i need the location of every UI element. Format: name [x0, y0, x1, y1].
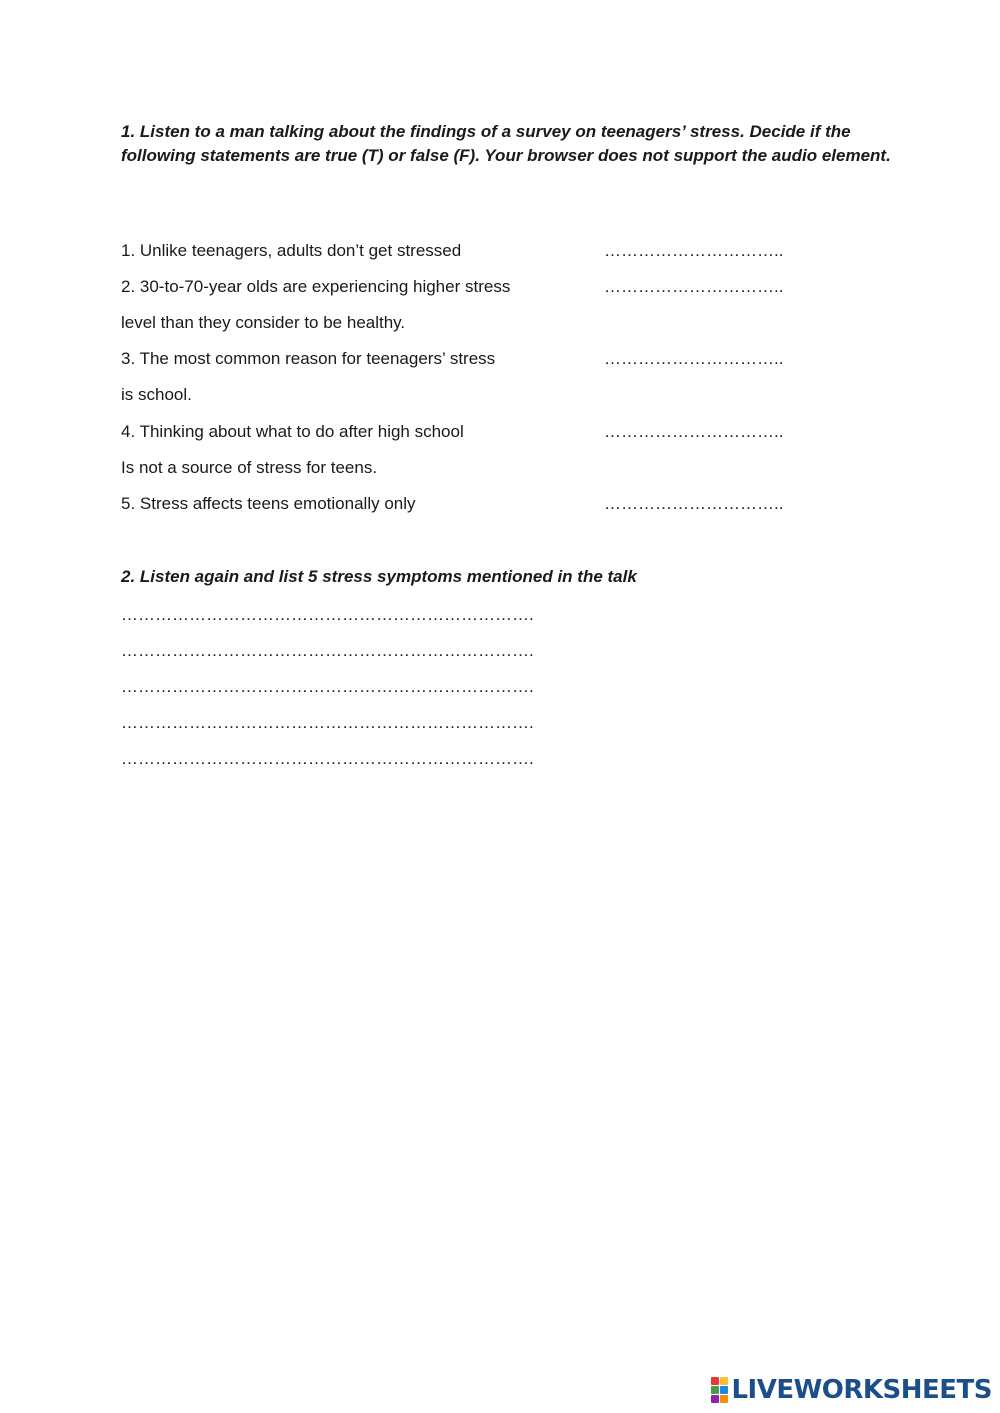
liveworksheets-logo-icon	[711, 1377, 728, 1403]
statement-3-line-1: 3. The most common reason for teenagers’ stress	[121, 349, 496, 368]
question-1-instruction: 1. Listen to a man talking about the findings of a survey on teenagers’ stress. Decide if the following statements are true (T) or false (F). Your browser does not support the audio element.	[121, 122, 891, 165]
liveworksheets-logo	[711, 1375, 992, 1405]
logo-block	[720, 1395, 728, 1403]
symptom-answer-line-4[interactable]: ……………………………………………………………….	[121, 713, 534, 732]
logo-block	[711, 1377, 719, 1385]
symptom-answer-line-2[interactable]: ……………………………………………………………….	[121, 641, 534, 660]
statement-3-answer-field[interactable]: …………………………..	[604, 349, 784, 368]
statement-5-answer-field[interactable]: …………………………..	[604, 494, 784, 513]
statement-1-line-1: 1. Unlike teenagers, adults don’t get stressed	[121, 241, 462, 260]
statement-5-line-1: 5. Stress affects teens emotionally only	[121, 494, 416, 513]
statement-2-answer-field[interactable]: …………………………..	[604, 277, 784, 296]
statement-2-line-1: 2. 30-to-70-year olds are experiencing higher stress	[121, 277, 511, 296]
logo-block	[711, 1395, 719, 1403]
logo-block	[720, 1377, 728, 1385]
statement-4-line-2: Is not a source of stress for teens.	[121, 458, 378, 477]
statement-4-line-1: 4. Thinking about what to do after high school	[121, 422, 464, 441]
logo-block	[711, 1386, 719, 1394]
statement-1-answer-field[interactable]: …………………………..	[604, 241, 784, 260]
question-2-instruction: 2. Listen again and list 5 stress symptoms mentioned in the talk	[121, 567, 637, 586]
symptom-answer-line-3[interactable]: ……………………………………………………………….	[121, 677, 534, 696]
logo-wordmark: LIVEWORKSHEETS	[731, 1375, 992, 1405]
statement-4-answer-field[interactable]: …………………………..	[604, 422, 784, 441]
logo-block	[720, 1386, 728, 1394]
statement-2-line-2: level than they consider to be healthy.	[121, 313, 406, 332]
symptom-answer-line-5[interactable]: ……………………………………………………………….	[121, 749, 534, 768]
symptom-answer-line-1[interactable]: ……………………………………………………………….	[121, 605, 534, 624]
statement-3-line-2: is school.	[121, 385, 192, 404]
